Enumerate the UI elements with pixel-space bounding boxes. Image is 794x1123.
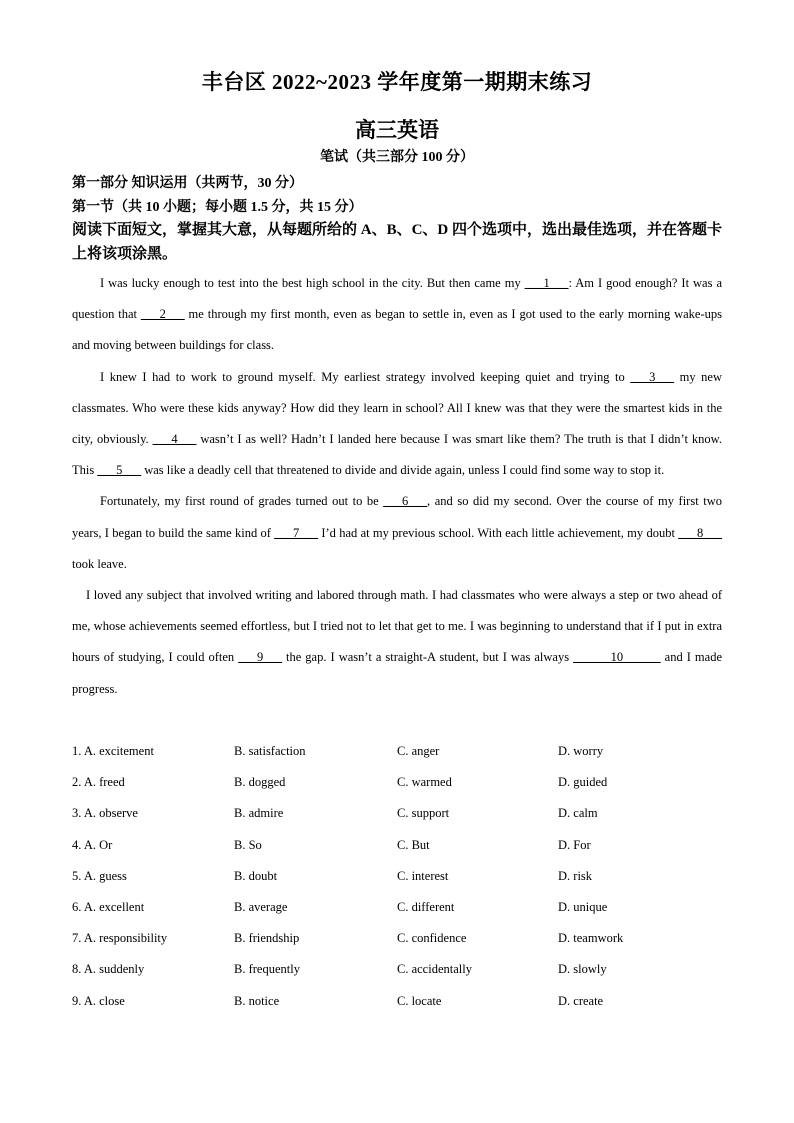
question-row <box>72 986 722 1017</box>
paragraph-2 <box>72 362 722 487</box>
passage-text: I was lucky enough to test into the best high school in the city. But then came my <box>100 276 525 290</box>
option-d: D. create <box>558 993 604 1008</box>
blank-9: ___9___ <box>238 650 282 665</box>
option-b: B. admire <box>234 806 284 821</box>
passage-text: : Am I good enough? It was a question that <box>72 276 723 322</box>
cloze-passage <box>72 268 722 705</box>
question-number: 8. <box>72 962 82 977</box>
option-a <box>72 861 127 892</box>
question-row <box>72 923 722 954</box>
passage-text: I loved any subject that involved writing and labored through math. I had classmates who were always a step or two ahead of me, whose achievements seemed effortless, but I tried not to let that get to me. I was beginning to understand that if I put in extra hours of studying, I could often <box>72 588 722 665</box>
question-row <box>72 736 722 767</box>
option-b: B. friendship <box>234 931 300 946</box>
option-a <box>72 986 125 1017</box>
option-a <box>72 892 144 923</box>
blank-3: ___3___ <box>630 369 675 384</box>
option-a <box>72 830 112 861</box>
passage-text: the gap. I wasn’t a straight-A student, but I was always <box>281 650 574 665</box>
option-c: C. anger <box>397 744 440 758</box>
option-c: C. interest <box>397 868 449 883</box>
blank-8: ___8___ <box>678 525 722 540</box>
question-row <box>72 892 722 923</box>
paragraph-4 <box>72 580 722 705</box>
question-row <box>72 767 722 798</box>
passage-text: and I made progress. <box>72 650 723 696</box>
option-c: C. But <box>397 837 430 852</box>
question-number: 5. <box>72 868 82 883</box>
option-a <box>72 736 154 767</box>
option-a-text: A. close <box>83 993 125 1008</box>
option-b: B. notice <box>234 993 280 1008</box>
option-d: D. unique <box>558 899 608 914</box>
passage-text: was like a deadly cell that threatened to divide and divide again, unless I could find some way to stop it. <box>141 463 665 478</box>
paragraph-1 <box>72 268 722 362</box>
option-d: D. slowly <box>558 962 607 977</box>
option-b: B. frequently <box>234 962 300 977</box>
option-a-text: A. guess <box>83 868 127 883</box>
question-row <box>72 861 722 892</box>
section-heading: 第一节（共 10 小题；每小题 1.5 分，共 15 分） <box>72 200 363 215</box>
question-number: 4. <box>72 837 82 852</box>
option-c: C. accidentally <box>397 962 472 977</box>
blank-2: ___2___ <box>140 307 185 322</box>
passage-text: wasn’t I as well? Hadn’t I landed here because I was smart like them? The truth is that I didn’t know. This <box>72 432 722 478</box>
page-title: 丰台区 2022~2023 学年度第一期期末练习 <box>201 70 593 94</box>
passage-text: Fortunately, my first round of grades turned out to be <box>100 494 384 509</box>
question-row <box>72 798 722 829</box>
option-c: C. locate <box>397 993 442 1008</box>
option-a <box>72 767 125 798</box>
passage-text: , and so did my second. Over the course of my first two years, I began to build the same kind of <box>72 494 722 540</box>
option-b: B. doubt <box>234 868 278 883</box>
question-number: 6. <box>72 899 82 914</box>
question-number: 3. <box>72 806 82 821</box>
option-d: D. For <box>558 837 591 852</box>
passage-text: I knew I had to work to ground myself. My earliest strategy involved keeping quiet and trying to <box>100 369 631 384</box>
option-c: C. different <box>397 899 455 914</box>
blank-4: ___4___ <box>152 432 197 447</box>
option-b: B. average <box>234 899 288 914</box>
passage-text: I’d had at my previous school. With each little achievement, my doubt <box>318 525 679 540</box>
exam-note: 笔试（共三部分 100 分） <box>320 150 474 165</box>
question-row <box>72 830 722 861</box>
option-a <box>72 954 144 985</box>
passage-text: my new classmates. Who were these kids anyway? How did they learn in school? All I knew was that they were the smartest kids in the city, obviously. <box>72 369 722 447</box>
paragraph-3 <box>72 486 722 580</box>
blank-10: ______10______ <box>573 650 661 665</box>
option-b: B. So <box>234 837 262 852</box>
question-number: 2. <box>72 775 82 790</box>
blank-5: ___5___ <box>97 463 142 478</box>
option-c: C. support <box>397 806 450 821</box>
passage-text: me through my first month, even as began to settle in, even as I got used to the early morning wake-ups and moving between buildings for class. <box>72 307 722 353</box>
option-a <box>72 798 138 829</box>
answer-options <box>72 736 722 1017</box>
option-a-text: A. responsibility <box>83 931 168 946</box>
option-d: D. risk <box>558 868 593 883</box>
option-d: D. calm <box>558 806 598 821</box>
option-d: D. guided <box>558 775 608 790</box>
option-a-text: A. suddenly <box>83 962 145 977</box>
question-number: 1. <box>72 744 82 758</box>
part-heading: 第一部分 知识运用（共两节，30 分） <box>72 176 303 191</box>
blank-6: ___6___ <box>383 494 428 509</box>
directions: 阅读下面短文，掌握其大意，从每题所给的 A、B、C、D 四个选项中，选出最佳选项，并在答题卡上将该项涂黑。 <box>72 222 723 262</box>
option-a-text: A. excellent <box>83 899 145 914</box>
page-subtitle: 高三英语 <box>355 118 439 142</box>
option-a-text: A. excitement <box>83 744 154 758</box>
option-a <box>72 923 167 954</box>
question-row <box>72 954 722 985</box>
blank-7: ___7___ <box>274 525 319 540</box>
question-number: 7. <box>72 931 82 946</box>
option-a-text: A. freed <box>83 775 125 790</box>
option-d: D. worry <box>558 744 604 758</box>
option-a-text: A. observe <box>83 806 138 821</box>
option-c: C. confidence <box>397 931 467 946</box>
option-b: B. satisfaction <box>234 744 306 758</box>
option-d: D. teamwork <box>558 931 624 946</box>
option-b: B. dogged <box>234 775 286 790</box>
blank-1: ___1___ <box>524 276 569 290</box>
question-number: 9. <box>72 993 82 1008</box>
option-c: C. warmed <box>397 775 452 790</box>
option-a-text: A. Or <box>83 837 113 852</box>
passage-text: took leave. <box>72 556 127 571</box>
